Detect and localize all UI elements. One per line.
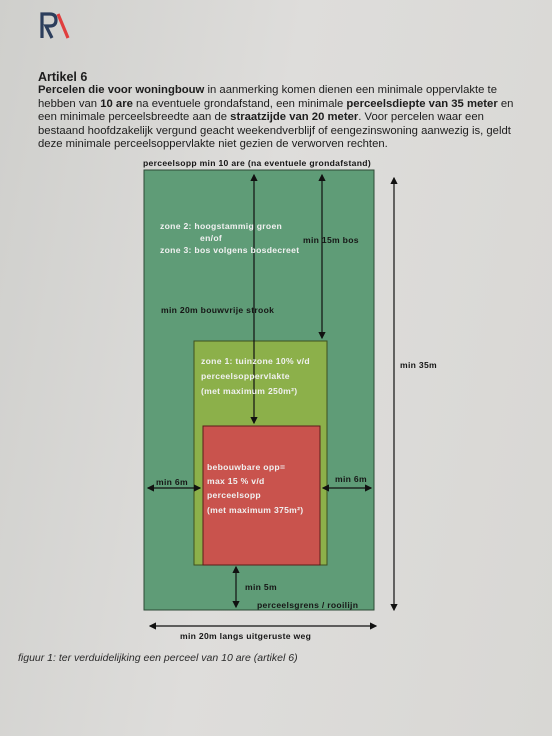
zone1-label-1: zone 1: tuinzone 10% v/d [201, 356, 310, 366]
figure-caption: figuur 1: ter verduidelijking een perceel van 10 are (artikel 6) [18, 652, 298, 664]
text-strong-4: straatzijde van 20 meter [230, 111, 359, 124]
article-heading: Artikel 6 [38, 70, 88, 84]
zone2-label: zone 2: hoogstammig groen [160, 221, 283, 231]
text-1: in aanmerking komen dienen een minimale oppervlakte te hebben van [38, 84, 497, 110]
min20-strip-label: min 20m bouwvrije strook [161, 305, 275, 315]
text-3: en een minimale perceelsbreedte aan de [38, 97, 514, 124]
buildable-label-4: (met maximum 375m²) [207, 505, 304, 515]
text-strong-3: perceelsdiepte van 35 meter [346, 97, 498, 110]
buildable-label-3: perceelsopp [207, 490, 261, 500]
zone1-label-2: perceelsoppervlakte [201, 371, 290, 381]
boundary-label: perceelsgrens / rooilijn [257, 600, 359, 610]
buildable-label-1: bebouwbare opp= [207, 462, 286, 472]
text-strong-2: 10 are [100, 97, 133, 110]
buildable-label-2: max 15 % v/d [207, 476, 265, 486]
zone1-label-3: (met maximum 250m²) [201, 386, 298, 396]
road-width-label: min 20m langs uitgeruste weg [180, 631, 312, 641]
min6-left-label: min 6m [156, 477, 188, 487]
min5-label: min 5m [245, 582, 277, 592]
min35-label: min 35m [400, 360, 437, 370]
min6-right-label: min 6m [335, 474, 367, 484]
text-strong-1: Percelen die voor woningbouw [38, 84, 205, 96]
zone2-or-label: en/of [200, 233, 223, 243]
text-4: . Voor percelen waar een bestaand hoofdzakelijk vergund geacht weekendverblijf of eengezinswoning aanwezig is, geldt deze minimale perceelsoppervlakte niet gezien de verworven rechten. [38, 111, 511, 151]
zone3-label: zone 3: bos volgens bosdecreet [160, 245, 300, 255]
parcel-area-label: perceelsopp min 10 are (na eventuele grondafstand) [143, 158, 371, 168]
text-2: na eventuele grondafstand, een minimale [132, 97, 347, 110]
min15-label: min 15m bos [303, 235, 359, 245]
